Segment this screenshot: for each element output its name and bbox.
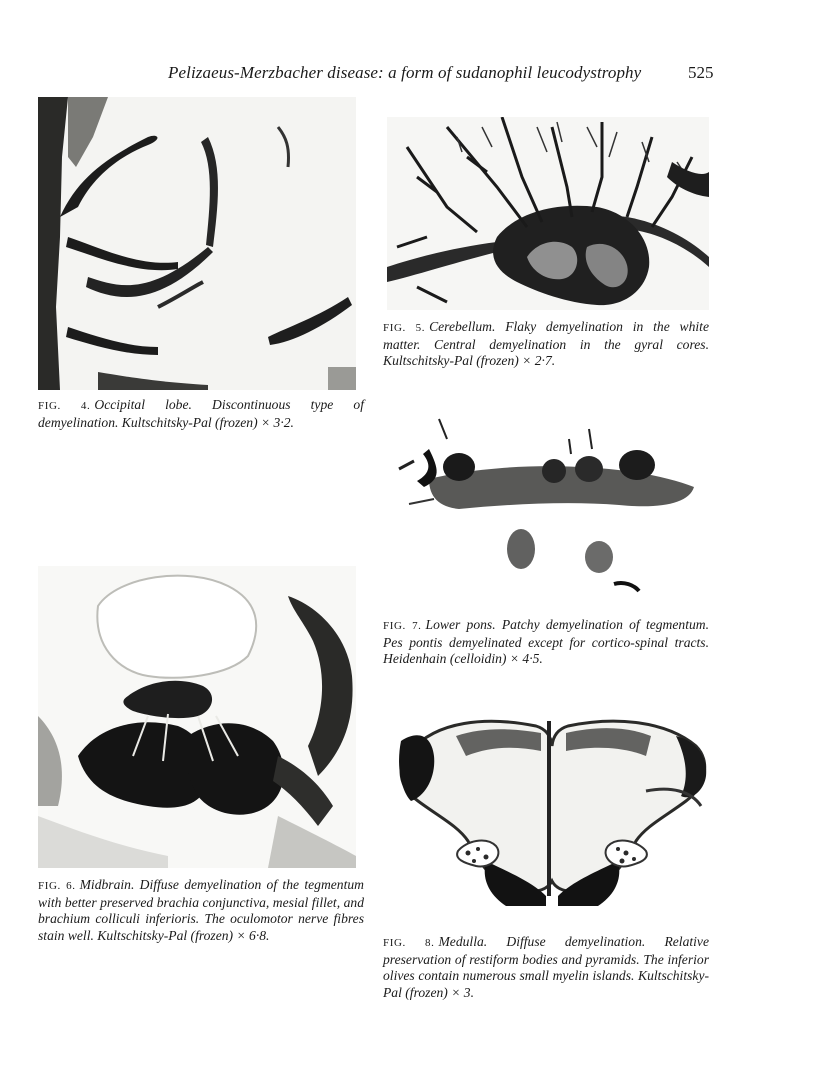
figure-6-label: FIG. 6. xyxy=(38,880,76,892)
figure-8-label: FIG. 8. xyxy=(383,937,435,949)
figure-5-caption xyxy=(383,319,709,370)
figure-7-label: FIG. 7. xyxy=(383,620,422,632)
running-title: Pelizaeus-Merzbacher disease: a form of sudanophil leucodystrophy xyxy=(168,63,642,82)
figure-7-caption xyxy=(383,617,709,668)
figure-6-caption xyxy=(38,877,364,944)
figure-4-label: FIG. 4. xyxy=(38,400,91,412)
figure-4-occipital-lobe-micrograph xyxy=(38,97,356,390)
figure-8-medulla-micrograph xyxy=(396,711,708,906)
figure-4-caption xyxy=(38,397,364,431)
figure-5-caption-text: Cerebellum. Flaky demyelination in the white matter. Central demyelination in the gyral cores. Kultschitsky-Pal (frozen) × 2·7. xyxy=(383,319,709,368)
figure-7-caption-text: Lower pons. Patchy demyelination of tegmentum. Pes pontis demyelinated except for cortico-spinal tracts. Heidenhain (celloidin) × 4·5. xyxy=(383,617,709,666)
figure-4-caption-text: Occipital lobe. Discontinuous type of demyelination. Kultschitsky-Pal (frozen) × 3·2. xyxy=(38,397,364,430)
figure-7-lower-pons-micrograph xyxy=(389,409,707,602)
figure-8-caption-text: Medulla. Diffuse demyelination. Relative preservation of restiform bodies and pyramids. The inferior olives contain numerous small myelin islands. Kultschitsky-Pal (frozen) × 3. xyxy=(383,934,709,1000)
figure-5-label: FIG. 5. xyxy=(383,322,426,334)
figure-5-cerebellum-micrograph xyxy=(387,117,709,310)
running-head xyxy=(0,63,816,87)
page-number: 525 xyxy=(688,63,714,82)
figure-6-caption-text: Midbrain. Diffuse demyelination of the tegmentum with better preserved brachia conjunctiva, mesial fillet, and brachium colliculi inferioris. The oculomotor nerve fibres stain well. Kultschitsky-Pal (frozen) × 6·8. xyxy=(38,877,364,943)
figure-6-midbrain-micrograph xyxy=(38,566,356,868)
figure-8-caption xyxy=(383,934,709,1001)
